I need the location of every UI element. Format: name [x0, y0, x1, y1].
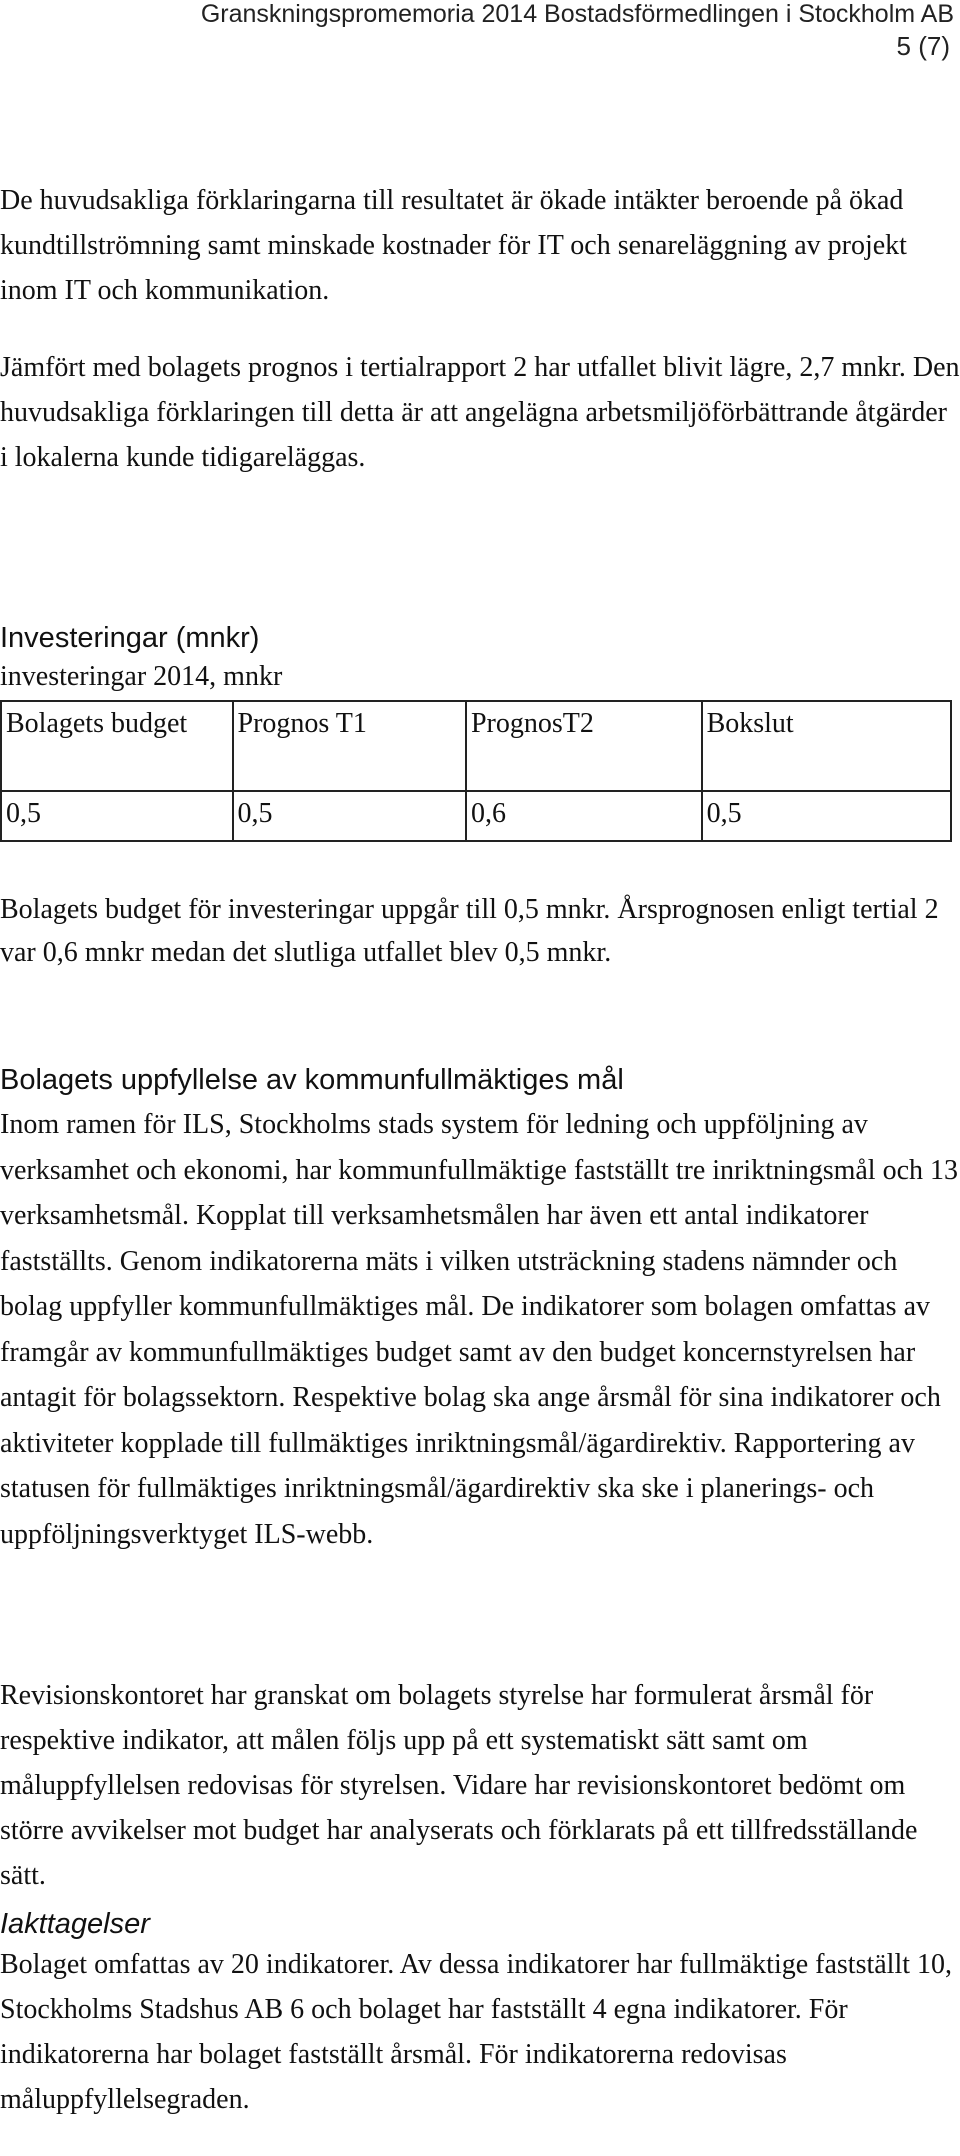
paragraph-ils-description: Inom ramen för ILS, Stockholms stads system för ledning och uppföljning av verksamhet och ekonomi, har kommunfullmäktige fastställt tre inriktningsmål och 13 verksamhetsmål. Kopplat till verksamhetsmålen har även ett antal indikatorer fastställts. Genom indikatorerna mäts i vilken utsträckning stadens nämnder och bolag uppfyller kommunfullmäktiges mål. De indikatorer som bolagen omfattas av framgår av kommunfullmäktiges budget samt av den budget koncernstyrelsen har antagit för bolagssektorn. Respektive bolag ska ange årsmål för sina indikatorer och aktiviteter kopplade till fullmäktiges inriktningsmål/ägardirektiv. Rapportering av statusen för fullmäktiges inriktningsmål/ägardirektiv ska ske i planerings- och uppföljningsverktyget ILS-webb. [0, 1109, 959, 1550]
paragraph-indicators: Bolaget omfattas av 20 indikatorer. Av dessa indikatorer har fullmäktige fastställt 10, Stockholms Stadshus AB 6 och bolaget har fastställt 4 egna indikatorer. För indikatorerna har bolaget fastställt årsmål. För indikatorerna redovisas måluppfyllelsegraden. [0, 1949, 953, 2115]
table-header-row [1, 701, 951, 791]
table-cell: 0,5 [702, 791, 951, 841]
table-caption: investeringar 2014, mnkr [0, 661, 283, 692]
column-header: Prognos T1 [233, 701, 466, 791]
heading-iakttagelser: Iakttagelser [0, 1908, 150, 1940]
column-header: Bokslut [702, 701, 951, 791]
paragraph-investment-summary: Bolagets budget för investeringar uppgår till 0,5 mnkr. Årsprognosen enligt tertial 2 var 0,6 mnkr medan det slutliga utfallet blev 0,5 mnkr. [0, 894, 939, 968]
table-cell: 0,5 [233, 791, 466, 841]
heading-uppfyllelse: Bolagets uppfyllelse av kommunfullmäktiges mål [0, 1064, 624, 1096]
paragraph-revision-review: Revisionskontoret har granskat om bolagets styrelse har formulerat årsmål för respektive indikator, att målen följs upp på ett systematiskt sätt samt om måluppfyllelsen redovisas för styrelsen. Vidare har revisionskontoret bedömt om större avvikelser mot budget har analyserats och förklarats på ett tillfredsställande sätt. [0, 1680, 918, 1891]
paragraph-result-explanation: De huvudsakliga förklaringarna till resultatet är ökade intäkter beroende på ökad kundtillströmning samt minskade kostnader för IT och senareläggning av projekt inom IT och kommunikation. [0, 185, 907, 306]
heading-investeringar: Investeringar (mnkr) [0, 622, 260, 654]
table-cell: 0,5 [1, 791, 233, 841]
paragraph-prognosis-comparison: Jämfört med bolagets prognos i tertialrapport 2 har utfallet blivit lägre, 2,7 mnkr. Den huvudsakliga förklaringen till detta är att angelägna arbetsmiljöförbättrande åtgärder i lokalerna kunde tidigareläggas. [0, 352, 960, 473]
table-cell: 0,6 [466, 791, 702, 841]
table-row [1, 791, 951, 841]
column-header: PrognosT2 [466, 701, 702, 791]
running-header: Granskningspromemoria 2014 Bostadsförmedlingen i Stockholm AB [200, 0, 954, 28]
investment-table [0, 700, 952, 842]
page-number: 5 (7) [896, 31, 950, 61]
column-header: Bolagets budget [1, 701, 233, 791]
